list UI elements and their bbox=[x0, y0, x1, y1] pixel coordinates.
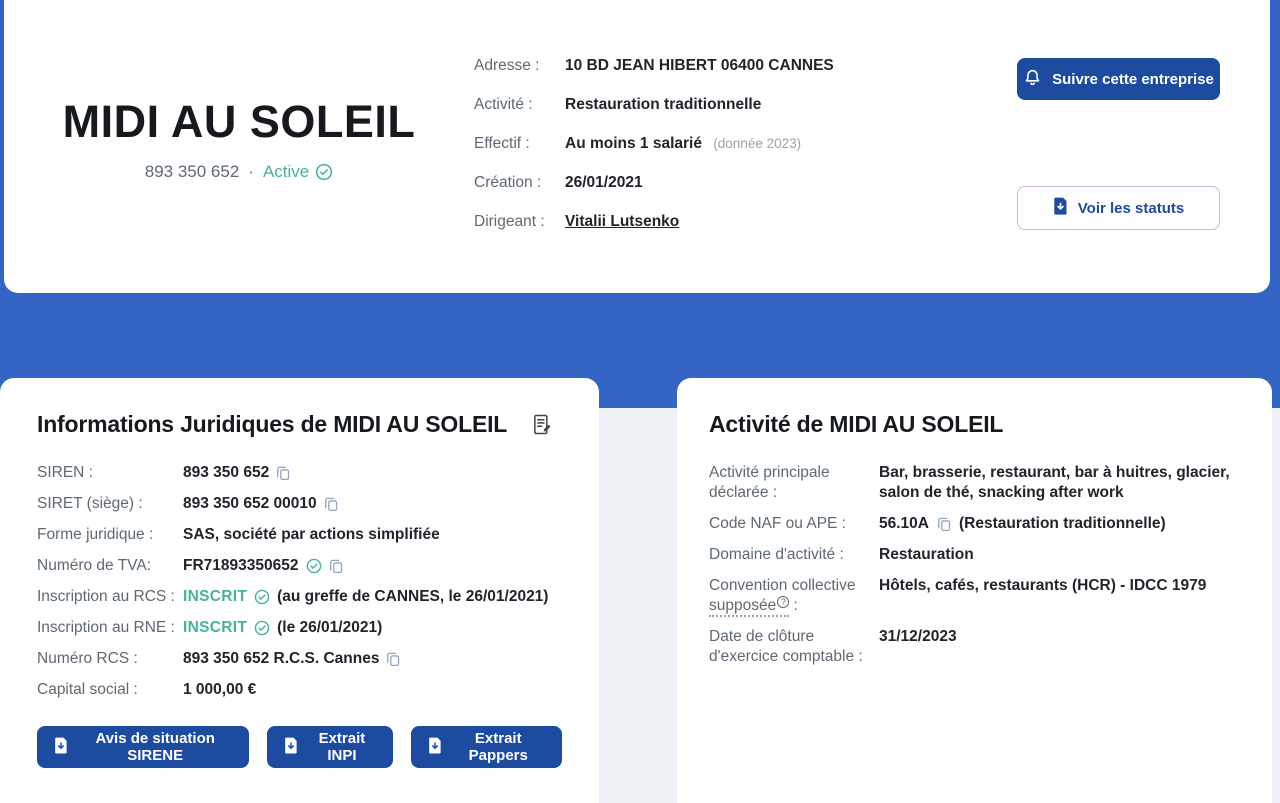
row-numero-rcs: Numéro RCS : 893 350 652 R.C.S. Cannes bbox=[37, 649, 562, 668]
document-download-icon bbox=[54, 737, 68, 758]
detail-value-activite: Restauration traditionnelle bbox=[565, 95, 762, 113]
detail-value-effectif: Au moins 1 salarié (donnée 2023) bbox=[565, 134, 802, 152]
document-download-icon bbox=[1053, 197, 1068, 219]
row-siret: SIRET (siège) : 893 350 652 00010 bbox=[37, 494, 562, 513]
document-download-icon bbox=[284, 737, 298, 758]
dot-separator: · bbox=[248, 162, 254, 182]
activity-card bbox=[677, 378, 1272, 803]
company-details-list bbox=[474, 46, 834, 241]
detail-label-activite: Activité : bbox=[474, 95, 533, 113]
row-siren: SIREN : 893 350 652 bbox=[37, 463, 562, 482]
check-circle-icon bbox=[254, 589, 270, 605]
extrait-inpi-button[interactable]: Extrait INPI bbox=[267, 726, 392, 768]
check-circle-icon bbox=[315, 163, 333, 181]
siren-number: 893 350 652 bbox=[144, 162, 240, 182]
convention-help-term[interactable]: supposée ? bbox=[709, 597, 789, 617]
copy-icon[interactable] bbox=[324, 496, 338, 512]
copy-icon[interactable] bbox=[386, 651, 400, 667]
row-capital-social: Capital social : 1 000,00 € bbox=[37, 681, 257, 698]
detail-label-adresse: Adresse : bbox=[474, 56, 540, 74]
activity-card-title: Activité de MIDI AU SOLEIL bbox=[709, 411, 1004, 437]
legal-card-title: Informations Juridiques de MIDI AU SOLEIL bbox=[37, 411, 508, 437]
inscrit-status: INSCRIT bbox=[183, 619, 248, 636]
help-icon[interactable]: ? bbox=[777, 596, 789, 608]
copy-icon[interactable] bbox=[937, 516, 951, 532]
legal-info-card bbox=[0, 378, 599, 803]
view-statutes-button[interactable]: Voir les statuts bbox=[1017, 186, 1220, 230]
copy-icon[interactable] bbox=[329, 558, 343, 574]
check-circle-icon bbox=[254, 620, 270, 636]
document-buttons bbox=[37, 726, 562, 768]
inscrit-status: INSCRIT bbox=[183, 588, 248, 605]
row-date-cloture: Date de clôture d'exercice comptable : 31/12/2023 bbox=[709, 628, 957, 665]
status-badge: Active bbox=[263, 162, 333, 182]
check-circle-icon bbox=[306, 558, 322, 574]
row-activite-principale: Activité principale déclarée : Bar, brasserie, restaurant, bar à huitres, glacier, salon de thé, snacking after work bbox=[709, 464, 1230, 501]
effectif-note: (donnée 2023) bbox=[713, 135, 802, 151]
document-download-icon bbox=[428, 737, 442, 758]
row-code-naf: Code NAF ou APE : 56.10A (Restauration traditionnelle) bbox=[709, 515, 1166, 532]
bell-icon bbox=[1023, 68, 1042, 91]
row-rne-inscription: Inscription au RNE : INSCRIT (le 26/01/2021) bbox=[37, 619, 383, 636]
row-rcs-inscription: Inscription au RCS : INSCRIT (au greffe de CANNES, le 26/01/2021) bbox=[37, 588, 549, 605]
row-convention-collective: Convention collective supposée ? : Hôtels, cafés, restaurants (HCR) - IDCC 1979 bbox=[709, 576, 1244, 616]
detail-label-effectif: Effectif : bbox=[474, 134, 530, 152]
follow-company-button[interactable]: Suivre cette entreprise bbox=[1017, 58, 1220, 100]
copy-icon[interactable] bbox=[276, 465, 290, 481]
company-name: MIDI AU SOLEIL bbox=[62, 96, 416, 147]
activity-info-list bbox=[709, 463, 1244, 667]
row-domaine-activite: Domaine d'activité : Restauration bbox=[709, 546, 974, 563]
detail-value-creation: 26/01/2021 bbox=[565, 173, 643, 191]
row-tva: Numéro de TVA: FR71893350652 bbox=[37, 556, 562, 575]
document-edit-icon[interactable] bbox=[531, 413, 554, 436]
avis-sirene-button[interactable]: Avis de situation SIRENE bbox=[37, 726, 249, 768]
row-forme-juridique: Forme juridique : SAS, société par actions simplifiée bbox=[37, 526, 440, 543]
company-header-card bbox=[4, 0, 1270, 293]
detail-label-creation: Création : bbox=[474, 173, 542, 191]
company-identity bbox=[34, 98, 444, 182]
detail-label-dirigeant: Dirigeant : bbox=[474, 212, 545, 230]
detail-value-adresse: 10 BD JEAN HIBERT 06400 CANNES bbox=[565, 56, 834, 74]
dirigeant-link[interactable]: Vitalii Lutsenko bbox=[565, 212, 680, 230]
extrait-pappers-button[interactable]: Extrait Pappers bbox=[411, 726, 562, 768]
legal-info-list bbox=[37, 463, 562, 699]
